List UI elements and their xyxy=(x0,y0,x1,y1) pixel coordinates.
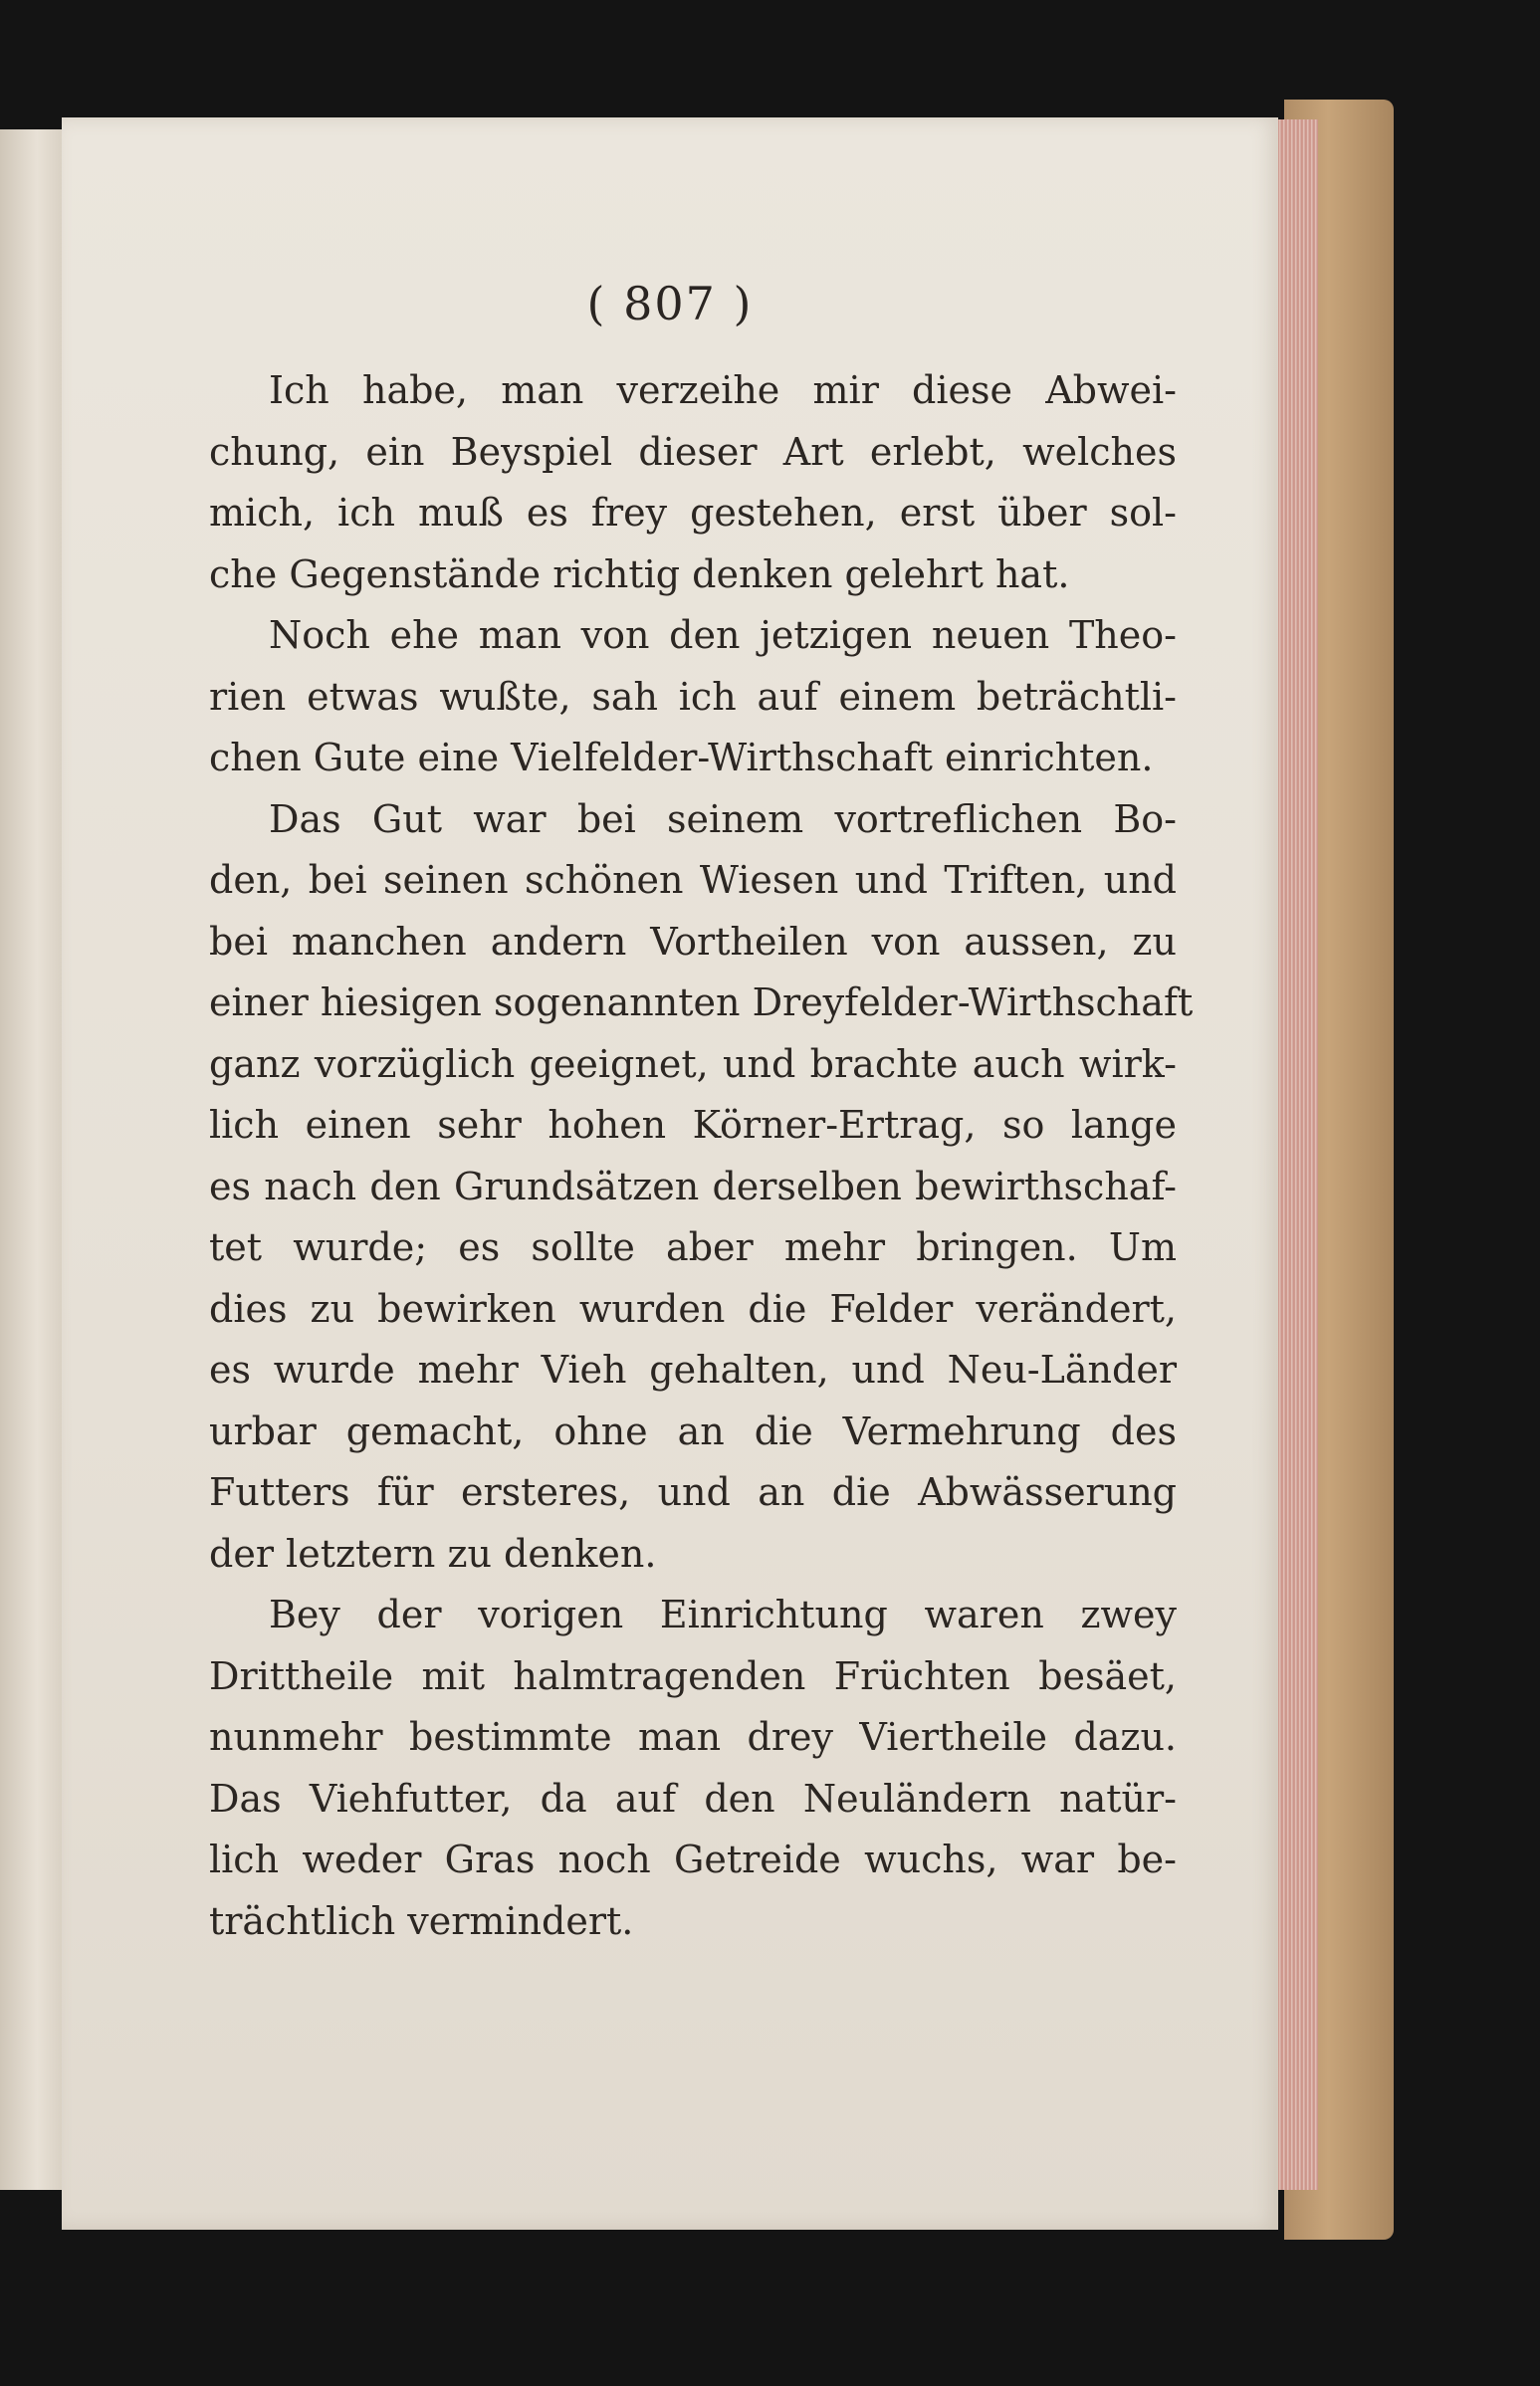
text-line: dies zu bewirken wurden die Felder verändert, xyxy=(209,1286,1177,1331)
text-line: Ich habe, man verzeihe mir diese Abwei- xyxy=(269,368,1177,412)
text-line: Drittheile mit halmtragenden Früchten besäet, xyxy=(209,1653,1177,1698)
text-line: rien etwas wußte, sah ich auf einem beträchtli- xyxy=(209,674,1177,719)
paragraph xyxy=(209,360,1177,605)
text-line: urbar gemacht, ohne an die Vermehrung des xyxy=(209,1409,1177,1453)
text-line: lich weder Gras noch Getreide wuchs, war be- xyxy=(209,1838,1177,1881)
text-line: nunmehr bestimmte man drey Viertheile dazu. xyxy=(209,1715,1177,1759)
page-text xyxy=(209,360,1194,1952)
paragraph xyxy=(209,605,1177,789)
text-line: Das Viehfutter, da auf den Neuländern natür- xyxy=(209,1776,1177,1821)
text-line: Futters für ersteres, und an die Abwässerung xyxy=(209,1470,1177,1514)
book-page xyxy=(62,117,1278,2230)
facing-page-edge xyxy=(0,129,64,2190)
paragraph xyxy=(209,1585,1177,1952)
text-line: mich, ich muß es frey gestehen, erst über sol- xyxy=(209,491,1177,535)
text-line: den, bei seinen schönen Wiesen und Triften, und xyxy=(209,858,1177,902)
text-line: ganz vorzüglich geeignet, und brachte auch wirk- xyxy=(209,1041,1177,1086)
paragraph xyxy=(209,789,1194,1586)
text-line: chung, ein Beyspiel dieser Art erlebt, welches xyxy=(209,429,1177,474)
text-line: Das Gut war bei seinem vortreflichen Bo- xyxy=(269,796,1177,841)
text-line: es wurde mehr Vieh gehalten, und Neu-Länder xyxy=(209,1348,1177,1392)
text-line: lich einen sehr hohen Körner-Ertrag, so lange xyxy=(209,1103,1177,1147)
text-line: der letztern zu denken. xyxy=(209,1531,657,1576)
page-number: ( 807 ) xyxy=(586,277,754,330)
text-line: Bey der vorigen Einrichtung waren zwey xyxy=(269,1593,1177,1636)
text-line: che Gegenstände richtig denken gelehrt hat. xyxy=(209,551,1070,596)
text-line: tet wurde; es sollte aber mehr bringen. Um xyxy=(209,1225,1177,1269)
red-page-edges xyxy=(1276,119,1318,2190)
text-line: Noch ehe man von den jetzigen neuen Theo- xyxy=(269,613,1177,657)
text-line: trächtlich vermindert. xyxy=(209,1898,634,1943)
text-line: es nach den Grundsätzen derselben bewirthschaf- xyxy=(209,1164,1177,1208)
text-line: bei manchen andern Vortheilen von aussen, zu xyxy=(209,919,1177,964)
text-line: chen Gute eine Vielfelder-Wirthschaft einrichten. xyxy=(209,736,1154,779)
text-line: einer hiesigen sogenannten Dreyfelder-Wirthschaft xyxy=(209,980,1194,1024)
